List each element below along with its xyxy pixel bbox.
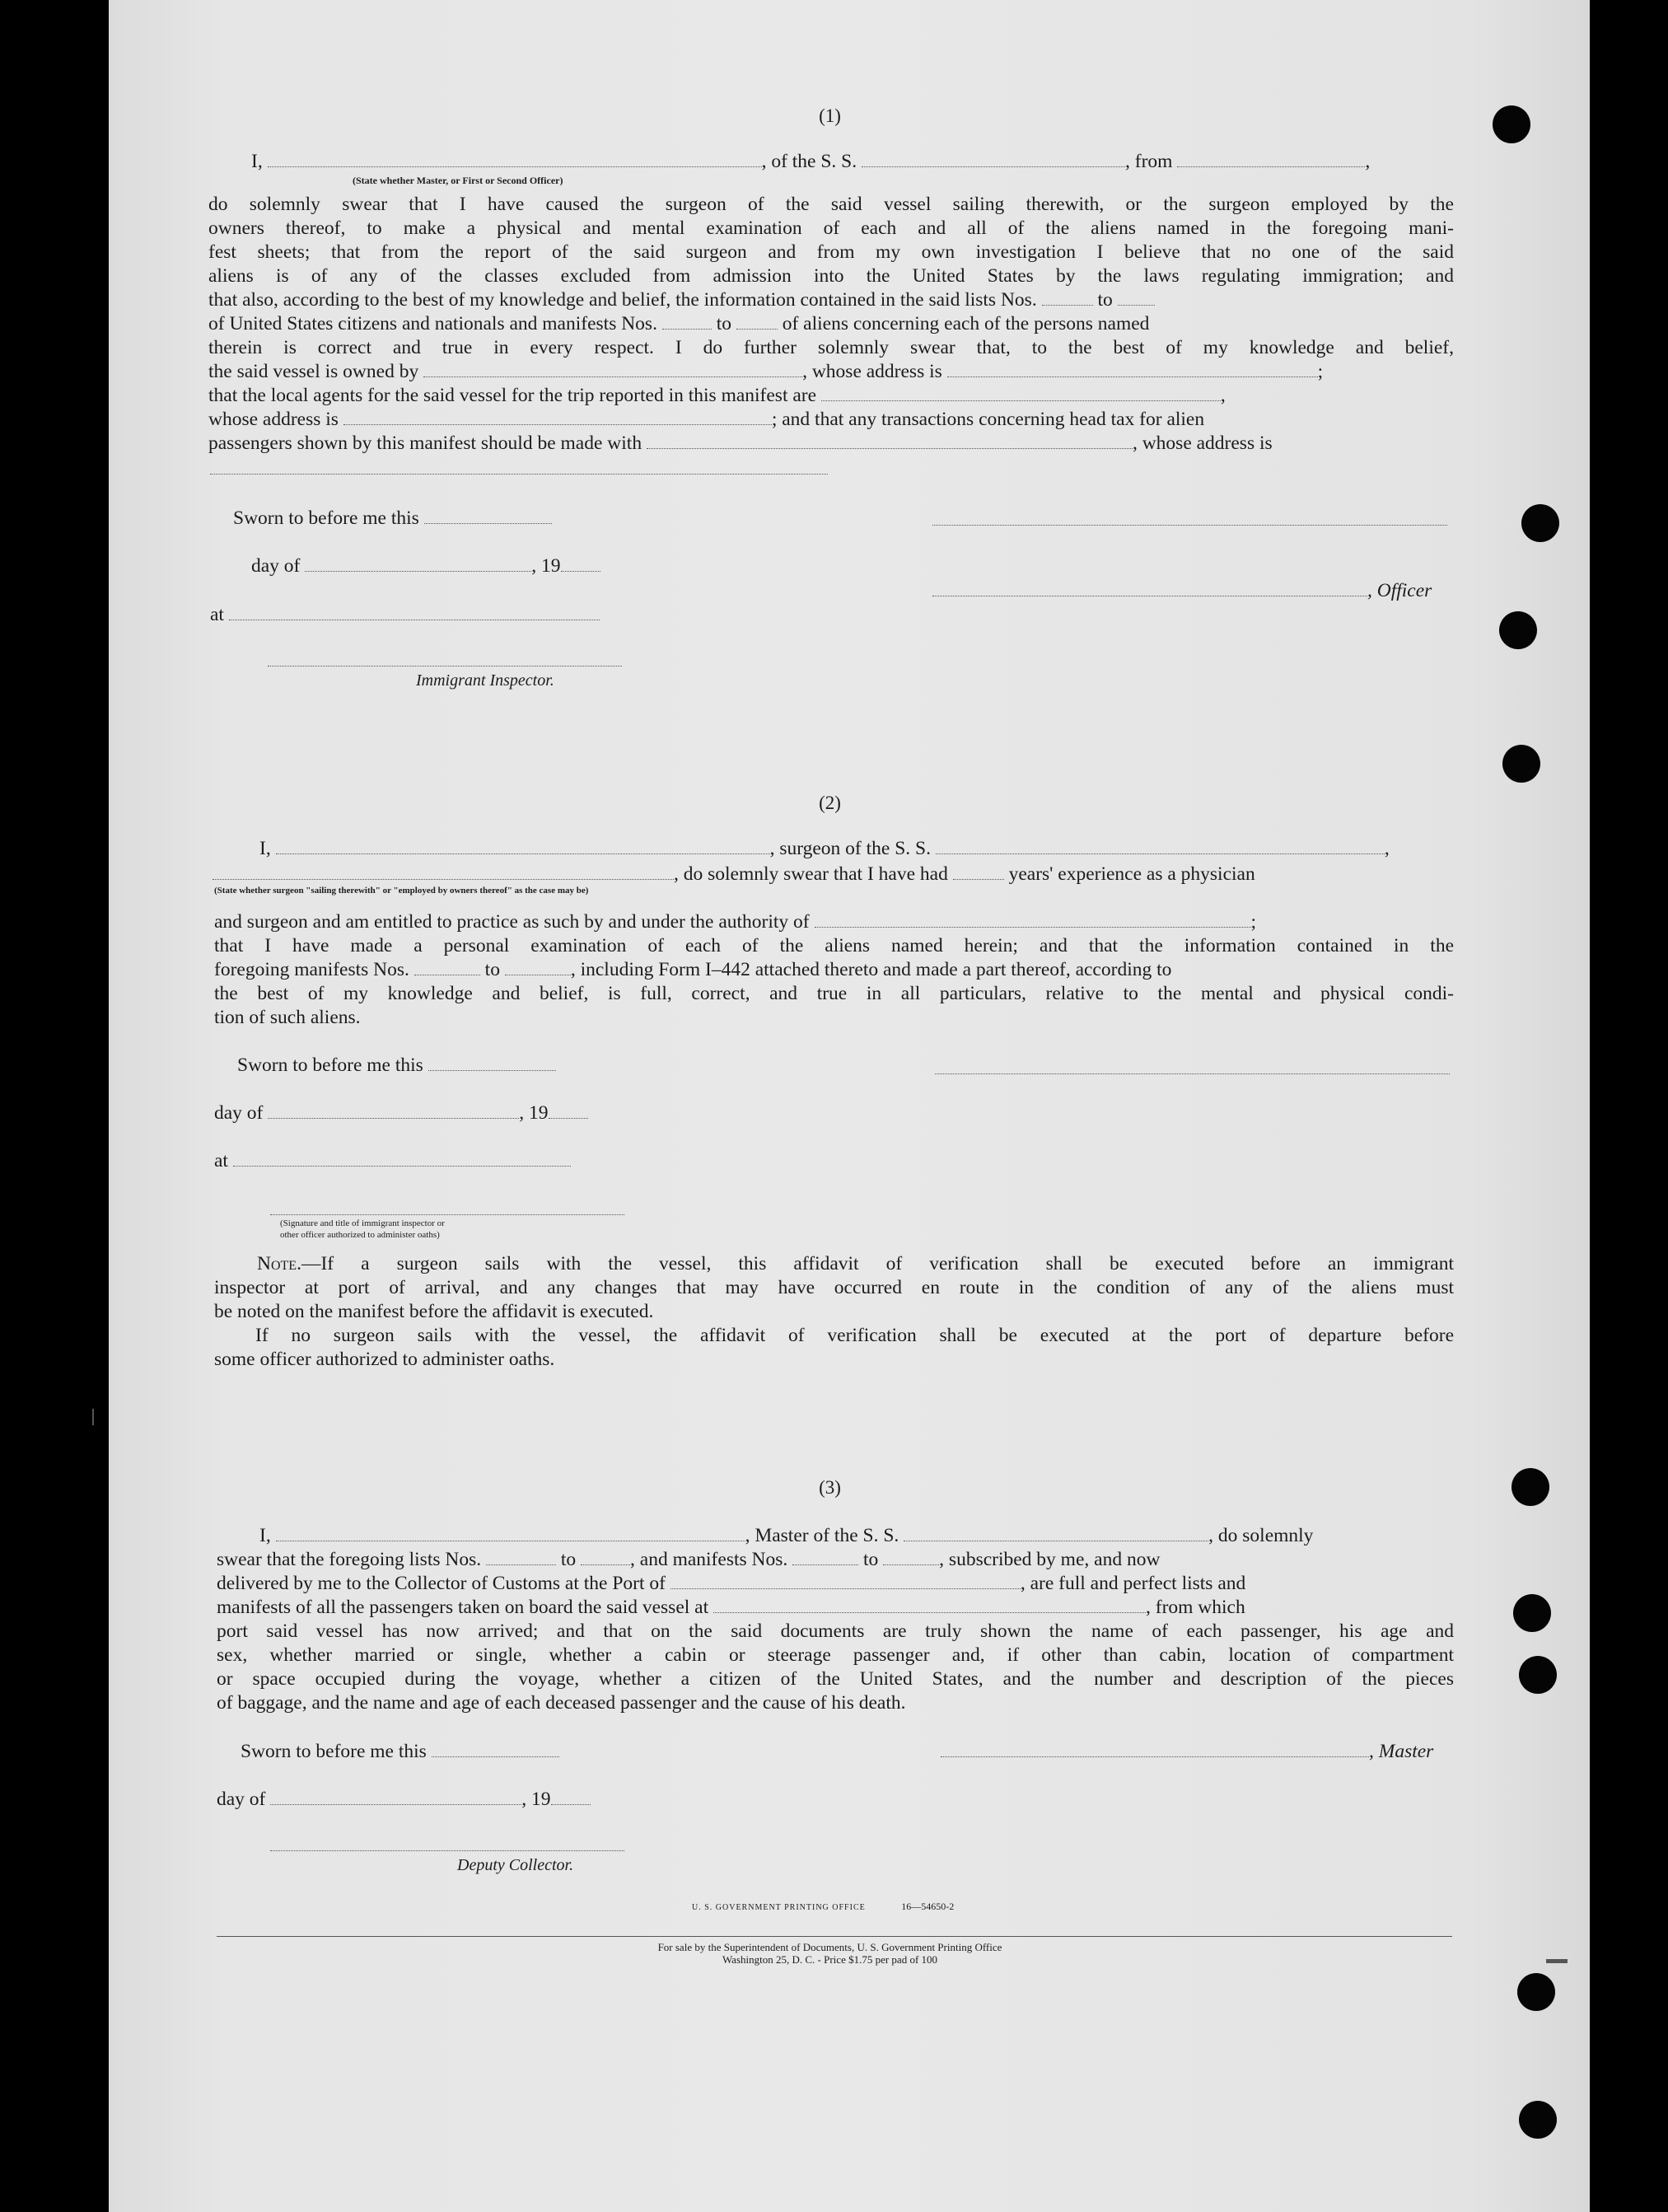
body-line: owners thereof, to make a physical and mental examination of each and all of the aliens named in the foregoing mani- <box>208 217 1454 239</box>
sale-note: For sale by the Superintendent of Documents, U. S. Government Printing Office <box>657 1941 1002 1953</box>
note-line: Note.—If a surgeon sails with the vessel, this affidavit of verification shall be executed before an immigrant <box>257 1253 1454 1274</box>
punch-hole <box>1513 1594 1551 1632</box>
section-number: (1) <box>819 105 841 126</box>
officer-signature-field-2[interactable] <box>932 579 1367 596</box>
manifests-to-field[interactable] <box>505 958 571 975</box>
note-line: inspector at port of arrival, and any changes that may have occurred en route in the condition of any of the aliens must <box>214 1277 1454 1298</box>
officer-name-field[interactable] <box>268 150 762 167</box>
day-of-line: day of , 19 <box>214 1101 1462 1125</box>
body-line: sex, whether married or single, whether a cabin or steerage passenger and, if other than cabin, location of compartment <box>217 1644 1454 1666</box>
body-line: tion of such aliens. <box>214 1007 361 1028</box>
inspector-signature-field[interactable] <box>270 1214 624 1215</box>
agents-line: that the local agents for the said vessel for the trip reported in this manifest are , <box>208 385 1226 406</box>
place-field[interactable] <box>233 1149 571 1167</box>
master-name-field[interactable] <box>276 1524 745 1541</box>
note-line: some officer authorized to administer oaths. <box>214 1349 555 1370</box>
lists-from-field[interactable] <box>486 1548 556 1565</box>
body-line: of baggage, and the name and age of each deceased passenger and the cause of his death. <box>217 1692 906 1714</box>
body-line: the best of my knowledge and belief, is full, correct, and true in all particulars, relative to the mental and physical condi- <box>214 983 1454 1004</box>
surgeon-line: I, , surgeon of the S. S. , <box>259 838 1390 859</box>
manifests-line: foregoing manifests Nos. to , including Form I–442 attached thereto and made a part thereof, according to <box>214 959 1172 980</box>
manifests-from-field[interactable] <box>414 958 480 975</box>
sworn-line: Sworn to before me this <box>233 507 1481 531</box>
punch-hole <box>1519 1656 1557 1694</box>
surgeon-name-field[interactable] <box>276 837 770 854</box>
head-tax-address-field[interactable] <box>210 474 828 475</box>
punch-hole <box>1499 611 1537 649</box>
departure-port-field[interactable] <box>1177 150 1365 167</box>
surgeon-ship-field[interactable] <box>936 837 1385 854</box>
month-field[interactable] <box>270 1788 521 1805</box>
surgeon-status-field[interactable] <box>213 863 674 880</box>
day-of-line: day of , 19 <box>217 1788 1465 1812</box>
master-line: I, , Master of the S. S. , do solemnly <box>259 1525 1314 1546</box>
body-line: do solemnly swear that I have caused the surgeon of the said vessel sailing therewith, or the surgeon employed by the <box>208 194 1454 215</box>
manifests-to-field[interactable] <box>883 1548 939 1565</box>
experience-line: , do solemnly swear that I have had years' experience as a physician <box>213 863 1460 886</box>
signature-note: (Signature and title of immigrant inspector or <box>280 1218 445 1228</box>
at-line: at <box>210 603 1458 627</box>
body-line: or space occupied during the voyage, whether a citizen of the United States, and the number and description of the pieces <box>217 1668 1454 1690</box>
punch-hole <box>1517 1973 1555 2011</box>
agents-address-line: whose address is ; and that any transactions concerning head tax for alien <box>208 409 1205 430</box>
sworn-day-field[interactable] <box>432 1740 559 1757</box>
scan-mark <box>92 1409 94 1425</box>
body-line: that I have made a personal examination of each of the aliens named herein; and that the information contained in the <box>214 935 1454 956</box>
lists-to-field[interactable] <box>1118 288 1155 306</box>
signature-note: other officer authorized to administer oaths) <box>280 1230 440 1240</box>
sworn-line: Sworn to before me this <box>241 1740 1488 1764</box>
manifests-from-field[interactable] <box>662 312 712 330</box>
boarding-port-field[interactable] <box>713 1596 1146 1613</box>
ship-name-field[interactable] <box>862 150 1125 167</box>
sale-note: Washington 25, D. C. - Price $1.75 per pad of 100 <box>722 1953 938 1966</box>
officer-signature-line: , Officer <box>932 579 1454 603</box>
owner-line: the said vessel is owned by , whose address is ; <box>208 361 1324 382</box>
collector-line: delivered by me to the Collector of Customs at the Port of , are full and perfect lists and <box>217 1573 1246 1594</box>
year-field[interactable] <box>561 554 600 572</box>
surgeon-signature-field[interactable] <box>935 1073 1450 1074</box>
at-line: at <box>214 1149 1462 1173</box>
section-number: (2) <box>819 793 841 813</box>
lists-to-field[interactable] <box>581 1548 630 1565</box>
day-of-line: day of , 19 <box>251 554 1499 578</box>
lists-line: that also, according to the best of my knowledge and belief, the information contained in the said lists Nos. to <box>208 288 1456 312</box>
years-field[interactable] <box>953 863 1004 880</box>
place-field[interactable] <box>229 603 600 620</box>
agents-field[interactable] <box>821 384 1221 401</box>
note-line: If no surgeon sails with the vessel, the affidavit of verification shall be executed at the port of departure before <box>255 1325 1454 1346</box>
inspector-label: Immigrant Inspector. <box>416 671 554 690</box>
punch-hole <box>1502 745 1540 783</box>
month-field[interactable] <box>268 1101 519 1119</box>
master-ship-field[interactable] <box>904 1524 1208 1541</box>
punch-hole <box>1493 105 1530 143</box>
punch-hole <box>1521 504 1559 542</box>
manifests-to-field[interactable] <box>736 312 778 330</box>
boarding-line: manifests of all the passengers taken on board the said vessel at , from which <box>217 1597 1245 1618</box>
lists-line: swear that the foregoing lists Nos. to , and manifests Nos. to , subscribed by me, and now <box>217 1549 1161 1570</box>
printing-office: U. S. GOVERNMENT PRINTING OFFICE 16—54650-2 <box>692 1901 955 1912</box>
collector-signature-field[interactable] <box>270 1850 624 1851</box>
authority-field[interactable] <box>815 910 1251 928</box>
master-signature-line: , Master <box>941 1740 1454 1764</box>
year-field[interactable] <box>549 1101 588 1119</box>
body-line: port said vessel has now arrived; and that on the said documents are truly shown the name of each passenger, his age and <box>217 1620 1454 1642</box>
manifests-from-field[interactable] <box>792 1548 858 1565</box>
month-field[interactable] <box>305 554 531 572</box>
body-line: fest sheets; that from the report of the said surgeon and from my own investigation I believe that no one of the said <box>208 241 1454 263</box>
note-label: Note. <box>257 1253 301 1274</box>
citizens-line: of United States citizens and nationals and manifests Nos. to of aliens concerning each of the persons named <box>208 313 1150 334</box>
owner-address-field[interactable] <box>947 360 1318 377</box>
punch-hole <box>1511 1468 1549 1506</box>
master-signature-field[interactable] <box>941 1740 1369 1757</box>
section-number: (3) <box>819 1477 841 1498</box>
scan-mark <box>1546 1959 1568 1963</box>
officer-note: (State whether Master, or First or Second Officer) <box>353 175 563 186</box>
sworn-line: Sworn to before me this <box>237 1054 1485 1078</box>
punch-hole <box>1519 2101 1557 2139</box>
footer-rule <box>217 1936 1452 1937</box>
authority-line: and surgeon and am entitled to practice as such by and under the authority of ; <box>214 911 1257 933</box>
sworn-day-field[interactable] <box>428 1054 556 1071</box>
year-field[interactable] <box>551 1788 591 1805</box>
note-line: be noted on the manifest before the affidavit is executed. <box>214 1301 654 1322</box>
sworn-day-field[interactable] <box>424 507 552 524</box>
lists-from-field[interactable] <box>1042 288 1093 306</box>
head-tax-line: passengers shown by this manifest should be made with , whose address is <box>208 433 1273 454</box>
agents-address-field[interactable] <box>343 408 772 425</box>
head-tax-party-field[interactable] <box>647 432 1133 449</box>
collector-label: Deputy Collector. <box>457 1856 574 1874</box>
body-line: aliens is of any of the classes excluded from admission into the United States by the laws regulating immigration; and <box>208 265 1454 287</box>
officer-line: I, , of the S. S. , from , <box>251 151 1371 172</box>
officer-signature-field-1[interactable] <box>932 525 1447 526</box>
body-line: therein is correct and true in every respect. I do further solemnly swear that, to the best of my knowledge and belief, <box>208 337 1454 358</box>
surgeon-note: (State whether surgeon "sailing therewith" or "employed by owners thereof" as the case may be) <box>214 886 589 896</box>
owner-field[interactable] <box>423 360 802 377</box>
port-field[interactable] <box>670 1572 1021 1589</box>
